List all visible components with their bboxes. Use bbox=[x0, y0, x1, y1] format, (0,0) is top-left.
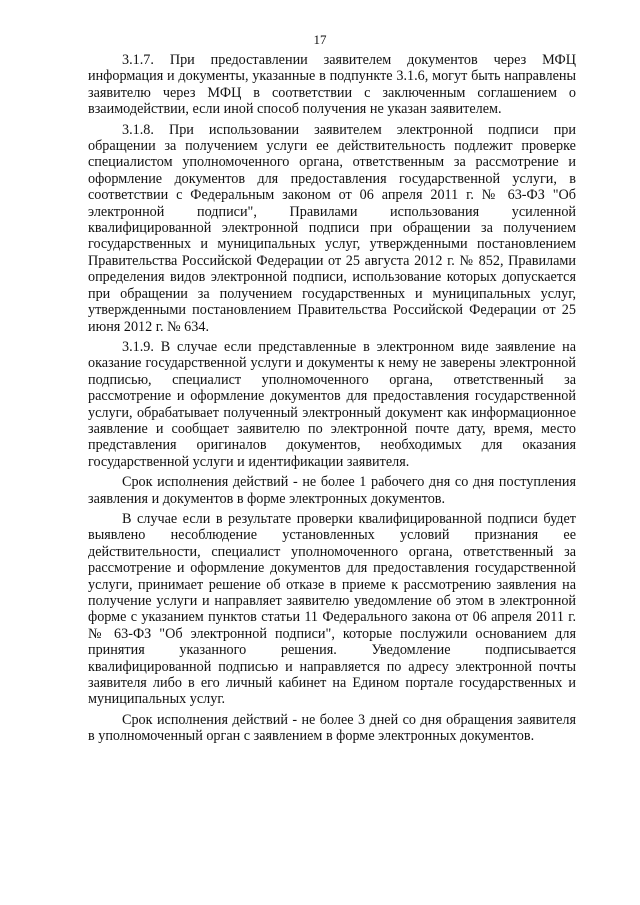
paragraph-deadline-1: Срок исполнения действий - не более 1 рабочего дня со дня поступления заявления и документов в форме электронных документов. bbox=[88, 474, 576, 507]
paragraph-signature-check: В случае если в результате проверки квалифицированной подписи будет выявлено несоблюдение установленных условий признания ее действительности, специалист уполномоченного органа, ответственный за рассмотрение и оформление документов для предоставления государственной услуги, принимает решение об отказе в приеме к рассмотрению заявления на получение услуги и направляет заявителю уведомление об этом в электронной форме с указанием пунктов статьи 11 Федерального закона от 06 апреля 2011 г. № 63-ФЗ "Об электронной подписи", которые послужили основанием для принятия указанного решения. Уведомление подписывается квалифицированной подписью и направляется по адресу электронной почты заявителя либо в его личный кабинет на Едином портале государственных и муниципальных услуг. bbox=[88, 510, 576, 708]
paragraph-deadline-2: Срок исполнения действий - не более 3 дней со дня обращения заявителя в уполномоченный орган с заявлением в форме электронных документов. bbox=[88, 711, 576, 745]
paragraph-3-1-7: 3.1.7. При предоставлении заявителем документов через МФЦ информация и документы, указанные в подпункте 3.1.6, могут быть направлены заявителю через МФЦ в соответствии с заключенным соглашением о взаимодействии, если иной способ получения не указан заявителем. bbox=[88, 52, 576, 118]
paragraph-3-1-9: 3.1.9. В случае если представленные в электронном виде заявление на оказание государственной услуги и документы к нему не заверены электронной подписью, специалист уполномоченного органа, ответственный за рассмотрение и оформление документов для предоставления государственной услуги, обрабатывает полученный электронный документ как информационное заявление и сообщает заявителю по электронной почте дату, время, место представления оригиналов документов, необходимых для оказания государственной услуги и идентификации заявителя. bbox=[88, 338, 576, 470]
paragraph-3-1-8: 3.1.8. При использовании заявителем электронной подписи при обращении за получением услуги ее действительность подлежит проверке специалистом уполномоченного органа, ответственным за рассмотрение и оформление документов для предоставления государственной услуги, в соответствии с Федеральным законом от 06 апреля 2011 г. № 63-ФЗ "Об электронной подписи", Правилами использования усиленной квалифицированной электронной подписи при обращении за получением государственных и муниципальных услуг, утвержденными постановлением Правительства Российской Федерации от 25 августа 2012 г. № 852, Правилами определения видов электронной подписи, использование которых допускается при обращении за получением государственных и муниципальных услуг, утвержденными постановлением Правительства Российской Федерации от 25 июня 2012 г. № 634. bbox=[88, 121, 576, 335]
page-number: 17 bbox=[313, 32, 327, 47]
document-body bbox=[88, 52, 576, 745]
